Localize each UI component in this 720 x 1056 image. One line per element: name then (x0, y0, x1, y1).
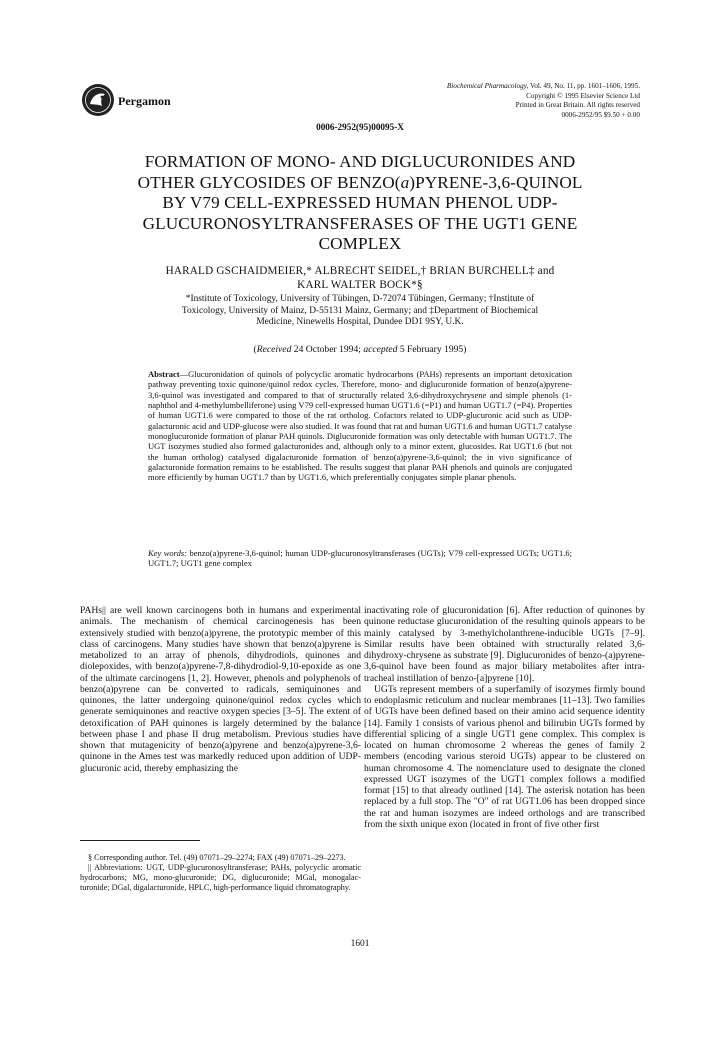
received-label: Received (256, 344, 292, 355)
received-date: 24 October 1994; (291, 344, 364, 355)
title-line-2a: OTHER GLYCOSIDES OF BENZO( (137, 172, 401, 192)
affiliation-line-1: *Institute of Toxicology, University of Tübingen, D-72074 Tübingen, Germany; †Institute of (185, 294, 535, 304)
authors-line-1: HARALD GSCHAIDMEIER,* ALBRECHT SEIDEL,† BRIAN BURCHELL‡ and (165, 265, 555, 277)
intro-paragraph-1: PAHs|| are well known carcinogens both in humans and experimental animals. The mechanism of chemical carcinogenesis has been extensively studied with benzo(a)pyrene, the prototypic member of this class of carcinogens. Many studies have shown that benzo(a)pyrene is metabolized to an array of phenols, dihydrodiols, quinones and diolepoxides, with benzo(a)pyrene-7,8-dihydrodiol-9,10-epoxide as one of the ultimate carcinogens [1, 2]. However, phenols and polyphenols of benzo(a)pyrene can be converted to radicals, semiquinones and quinones, the latter undergoing quinone/quinol redox cycles which generate semiquinones and reactive oxygen species [3–5]. The extent of detoxification of PAH quinones is largely determined by the balance between phase I and phase II drug metabolism. Previous studies have shown that mutagenicity of benzo(a)pyrene and benzo(a)pyrene-3,6-quinone in the Ames test was markedly reduced upon addition of UDP-glucuronic acid, thereby emphasizing the (80, 605, 361, 774)
issn: 0006-2952/95 $9.50 + 0.00 (561, 110, 640, 119)
footnote-divider (80, 840, 200, 841)
title-line-2b: )PYRENE-3,6-QUINOL (409, 172, 583, 192)
intro-paragraph-3: UGTs represent members of a superfamily of isozymes firmly bound to endoplasmic reticulum and nuclear membranes [11–13]. Two families of UGTs have been defined based on their amino acid sequence identity [14]. Family 1 consists of various phenol and bilirubin UGTs formed by differential splicing of a single UGT1 gene complex. This complex is located on human chromosome 2 whereas the genes of family 2 members (encoding various steroid UGTs) appear to be clustered on human chromosome 4. The nomenclature used to designate the cloned expressed UGT isozymes of the UGT1 complex follows a modified format [15] to that already outlined [14]. The asterisk notation has been replaced by a full stop. The "O" of rat UGT1.06 has been dropped since the rat and human isozymes are indeed orthologs and are transcribed from the sixth unique exon (located in front of five other first (364, 683, 645, 830)
body-column-right (364, 605, 645, 830)
body-column-left (80, 605, 361, 774)
accepted-date: 5 February 1995 (397, 344, 464, 355)
title-line-2-italic: a (400, 172, 410, 192)
journal-info (340, 82, 640, 120)
publisher-name: Pergamon (118, 94, 171, 108)
affiliations (120, 294, 600, 329)
printed-notice: Printed in Great Britain. All rights reserved (515, 101, 640, 110)
intro-paragraph-2: inactivating role of glucuronidation [6]. After reduction of quinones by quinone reductase glucuronidation of the resulting quinols appears to be mainly catalysed by 3-methylcholanthrene-inducible UGTs [7–9]. Similar results have been obtained with structurally related 3,6-dihydroxy-chrysene as substrate [9]. Diglucuronides of benzo-(a)pyrene-3,6-quinol have been found as major biliary metabolites after intra-tracheal instillation of benzo-[a]pyrene [10]. (364, 605, 645, 684)
title-line-4: GLUCURONOSYLTRANSFERASES OF THE UGT1 GENE (142, 213, 578, 233)
publisher-logo (80, 82, 360, 126)
copyright: Copyright © 1995 Elsevier Science Ltd (526, 91, 640, 100)
keywords-label: Key words: (148, 548, 188, 558)
accepted-label: accepted (363, 344, 398, 355)
page-number: 1601 (350, 939, 370, 949)
footnote-corresponding-author: § Corresponding author. Tel. (49) 07071–29–2274; FAX (49) 07071–29–2273. (88, 853, 346, 862)
keywords-text: benzo(a)pyrene-3,6-quinol; human UDP-glucuronosyltransferases (UGTs); V79 cell-expressed UGTs; UGT1.6; UGT1.7; UGT1 gene complex (148, 548, 572, 569)
affiliation-line-2: Toxicology, University of Mainz, D-55131 Mainz, Germany; and ‡Department of Biochemical (181, 305, 539, 316)
footnote-abbreviations: || Abbreviations: UGT, UDP-glucuronosyltransferase; PAHs, polycyclic aromatic hydrocarbons; MG, mono-glucuronide; DG, diglucuronide; MGal, monogalac-turonide; DGal, digalacturonide, HPLC, high-performance liquid chromatography. (80, 863, 361, 892)
footnotes (80, 853, 361, 893)
title-line-5: COMPLEX (318, 234, 402, 254)
title-line-2 (100, 173, 620, 194)
received-close-paren: ) (463, 344, 467, 355)
keywords (148, 548, 572, 569)
affiliation-line-3: Medicine, Ninewells Hospital, Dundee DD1 9SY, U.K. (256, 317, 464, 328)
abstract-text: —Glucuronidation of quinols of polycyclic aromatic hydrocarbons (PAHs) represents an important detoxication pathway preventing toxic quinone/quinol redox cycles. Therefore, mono- and diglucuronide formation of benzo(a)pyrene-3,6-quinol was investigated and compared to that of structurally related 3,6-dihydroxychrysene and simple phenols (1-naphthol and 4-methylumbelliferone) using V79 cell-expressed human UGT1.6 (=P1) and human UGT1.7 (=P4). Properties of human UGT1.6 were compared to those of the rat ortholog. Cofactors related to UDP-glucuronic acid such as UDP-galacturonic acid and UDP-glucose were also studied. It was found that rat and human UGT1.6 and human UGT1.7 catalyse monoglucuronide formation of planar PAH quinols. Diglucuronide formation was only detectable with human UGT1.7. The UGT isozymes studied also formed galacturonides and, although only to a minor extent, glucosides. Rat UGT1.6 (but not the human ortholog) catalysed digalacturonide formation of benzo(a)pyrene-3,6-quinol; the in vivo significance of galacturonide formation remains to be established. The results suggest that planar PAH phenols and quinols are conjugated more efficiently by human UGT1.7 than by UGT1.6, which preferentially conjugates simple planar phenols. (148, 369, 572, 483)
abstract-label: Abstract (148, 369, 180, 379)
abstract (148, 369, 572, 483)
title-line-3: BY V79 CELL-EXPRESSED HUMAN PHENOL UDP- (162, 193, 558, 213)
article-title (100, 152, 620, 255)
authors-line-2: KARL WALTER BOCK*§ (297, 278, 423, 291)
pergamon-emblem-icon (80, 82, 116, 118)
author-list (100, 265, 620, 292)
journal-citation-line (340, 82, 640, 92)
received-dates (0, 344, 720, 355)
received-open-paren: ( (253, 344, 257, 355)
article-identifier: 0006-2952(95)00095-X (316, 122, 404, 132)
journal-title: Biochemical Pharmacology, (446, 82, 529, 90)
title-line-1: FORMATION OF MONO- AND DIGLUCURONIDES AND (144, 152, 576, 171)
journal-citation: Vol. 49, No. 11, pp. 1601–1606, 1995. (529, 82, 640, 90)
